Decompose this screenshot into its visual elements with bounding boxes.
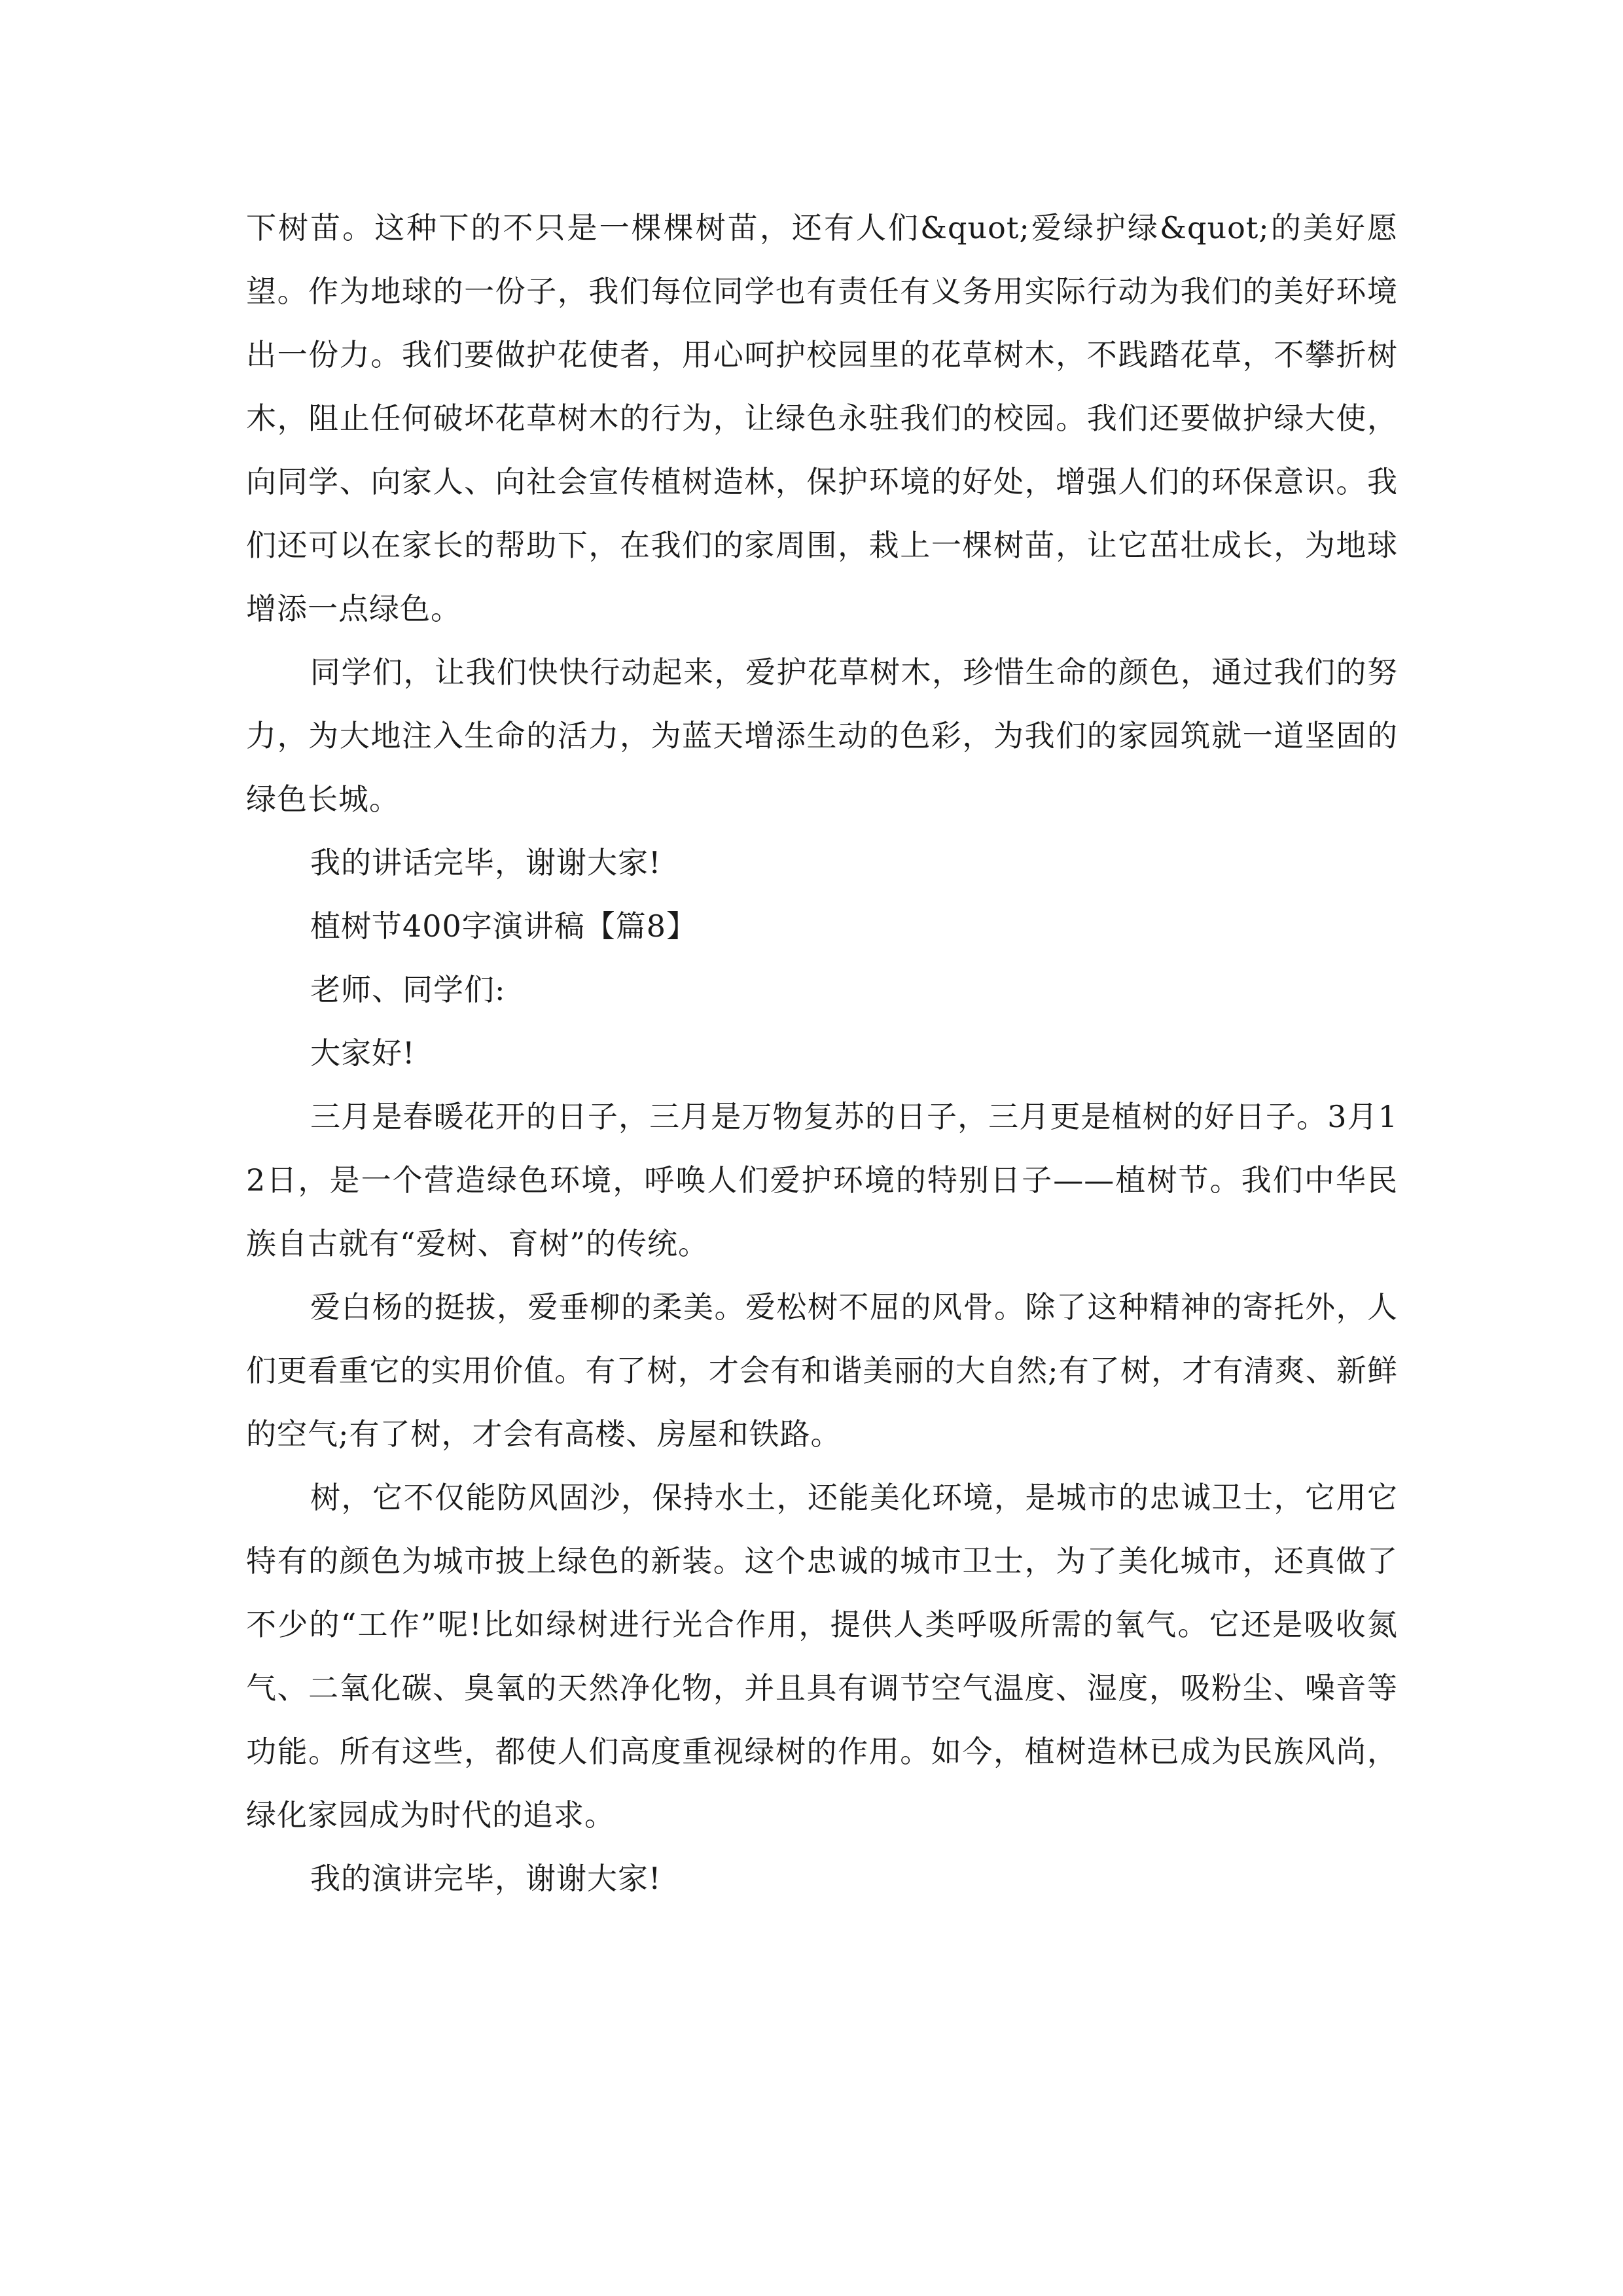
paragraph-tree-functions: 树，它不仅能防风固沙，保持水土，还能美化环境，是城市的忠诚卫士，它用它特有的颜色为城市披上绿色的新装。这个忠诚的城市卫士，为了美化城市，还真做了不少的“工作”呢!比如绿树进行光合作用，提供人类呼吸所需的氧气。它还是吸收氮气、二氧化碳、臭氧的天然净化物，并且具有调节空气温度、湿度，吸粉尘、噪音等功能。所有这些，都使人们高度重视绿树的作用。如今，植树造林已成为民族风尚，绿化家园成为时代的追求。	[246, 1480, 1398, 1833]
paragraph-closing-1: 我的讲话完毕，谢谢大家!	[310, 845, 662, 880]
paragraph-closing-2: 我的演讲完毕，谢谢大家!	[310, 1861, 662, 1896]
paragraph-march: 三月是春暖花开的日子，三月是万物复苏的日子，三月更是植树的好日子。3月12日，是一个营造绿色环境，呼唤人们爱护环境的特别日子——植树节。我们中华民族自古就有“爱树、育树”的传统。	[246, 1099, 1398, 1261]
greeting: 大家好!	[310, 1035, 416, 1071]
paragraph-call-to-action: 同学们，让我们快快行动起来，爱护花草树木，珍惜生命的颜色，通过我们的努力，为大地注入生命的活力，为蓝天增添生动的色彩，为我们的家园筑就一道坚固的绿色长城。	[246, 655, 1398, 817]
paragraph-trees-value: 爱白杨的挺拔，爱垂柳的柔美。爱松树不屈的风骨。除了这种精神的寄托外，人们更看重它的实用价值。有了树，才会有和谐美丽的大自然;有了树，才有清爽、新鲜的空气;有了树，才会有高楼、房屋和铁路。	[246, 1289, 1398, 1452]
salutation: 老师、同学们:	[310, 972, 506, 1007]
document-body	[246, 196, 1398, 1910]
paragraph-continued: 下树苗。这种下的不只是一棵棵树苗，还有人们&quot;爱绿护绿&quot;的美好愿望。作为地球的一份子，我们每位同学也有责任有义务用实际行动为我们的美好环境出一份力。我们要做护花使者，用心呵护校园里的花草树木，不践踏花草，不攀折树木，阻止任何破坏花草树木的行为，让绿色永驻我们的校园。我们还要做护绿大使，向同学、向家人、向社会宣传植树造林，保护环境的好处，增强人们的环保意识。我们还可以在家长的帮助下，在我们的家周围，栽上一棵树苗，让它茁壮成长，为地球增添一点绿色。	[246, 210, 1398, 626]
section-heading: 植树节400字演讲稿【篇8】	[310, 908, 698, 944]
